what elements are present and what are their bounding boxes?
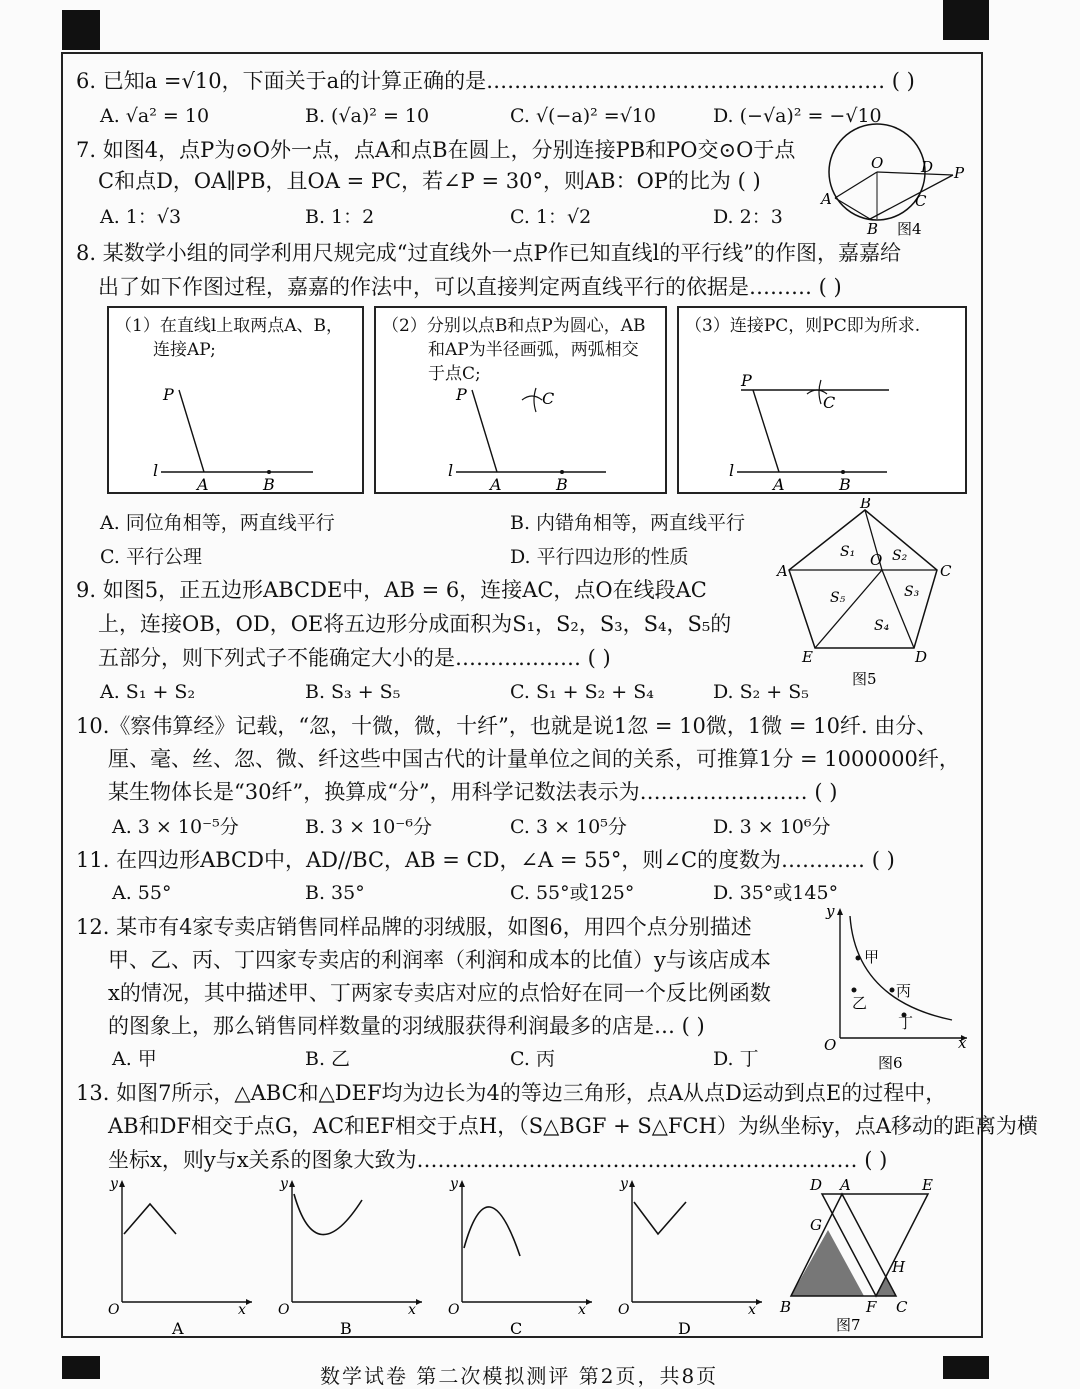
q7-option-a: A. 1：√3 <box>100 206 182 228</box>
q8-option-d: D. 平行四边形的性质 <box>510 546 689 568</box>
q8-step1-text2: 连接AP; <box>153 340 216 360</box>
graph-c-y: y <box>450 1176 458 1192</box>
q8-option-a: A. 同位角相等，两直线平行 <box>100 512 335 534</box>
fig5-label-o: O <box>870 551 883 569</box>
q13-graph-d <box>610 1172 770 1337</box>
q8-step2-figure <box>376 308 665 492</box>
q12-line4: 的图象上，那么销售同样数量的羽绒服获得利润最多的店是… ( ) <box>108 1014 705 1038</box>
q8-step3-figure <box>679 308 965 492</box>
fig4-label-d: D <box>921 158 934 176</box>
q8-option-c: C. 平行公理 <box>100 546 202 568</box>
graph-c-label: C <box>510 1319 523 1337</box>
graph-b-y: y <box>280 1176 288 1192</box>
q9-option-a: A. S₁ + S₂ <box>100 681 196 703</box>
fig7-label-e: E <box>922 1176 933 1194</box>
q6-option-a: A. √a² = 10 <box>100 105 210 127</box>
q8-step1-figure <box>109 308 362 492</box>
step2-label-p: P <box>456 385 467 404</box>
fig7-label-g: G <box>810 1216 822 1234</box>
q10-option-b: B. 3 × 10⁻⁶分 <box>305 816 432 838</box>
fig6-label-yi: 乙 <box>852 994 868 1012</box>
q6-stem: 6. 已知a =√10，下面关于a的计算正确的是………………………………………………… ( ) <box>76 69 915 93</box>
q13-line1: 13. 如图7所示，△ABC和△DEF均为边长为4的等边三角形，点A从点D运动到点E的过程中， <box>76 1081 947 1105</box>
q10-line2: 厘、毫、丝、忽、微、纤这些中国古代的计量单位之间的关系，可推算1分 = 1000000纤， <box>108 747 960 771</box>
step3-label-b: B <box>839 475 851 492</box>
graph-d-y: y <box>620 1176 628 1192</box>
fig6-caption: 图6 <box>878 1054 903 1072</box>
q11-option-d: D. 35°或145° <box>713 882 839 904</box>
graph-d-o: O <box>618 1302 630 1318</box>
q8-step1-box <box>107 306 364 494</box>
graph-b-label: B <box>340 1319 352 1337</box>
fig7-label-b: B <box>780 1298 792 1316</box>
figure-5 <box>772 498 962 693</box>
fig5-label-s1: S₁ <box>840 544 856 560</box>
q13-line2: AB和DF相交于点G，AC和EF相交于点H，（S△BGF + S△FCH）为纵坐标y，点A移动的距离为横 <box>108 1114 1038 1138</box>
fig6-label-ding: 丁 <box>898 1014 914 1032</box>
q12-option-c: C. 丙 <box>510 1048 555 1070</box>
fig5-label-a: A <box>777 562 788 580</box>
fig6-label-jia: 甲 <box>864 948 880 966</box>
registration-mark-bottom-right <box>943 1356 989 1379</box>
figure-4 <box>815 120 975 240</box>
q10-line3: 某生物体长是“30纤”，换算成“分”，用科学记数法表示为…………………… ( ) <box>108 780 838 804</box>
step1-label-l: l <box>153 461 159 480</box>
q12-option-a: A. 甲 <box>112 1048 157 1070</box>
q7-option-d: D. 2：3 <box>713 206 783 228</box>
step3-label-p: P <box>741 371 752 390</box>
q13-line3: 坐标x，则y与x关系的图象大致为……………………………………………………… ( ) <box>108 1148 888 1172</box>
q7-option-c: C. 1：√2 <box>510 206 592 228</box>
q10-option-d: D. 3 × 10⁶分 <box>713 816 831 838</box>
fig6-label-o: O <box>824 1036 837 1054</box>
step2-label-a: A <box>490 475 502 492</box>
q11-option-c: C. 55°或125° <box>510 882 635 904</box>
q9-line3: 五部分，则下列式子不能确定大小的是……………… ( ) <box>98 646 611 670</box>
step3-label-l: l <box>729 461 735 480</box>
q7-line2: C和点D，OA∥PB，且OA = PC，若∠P = 30°，则AB：OP的比为 ( ) <box>98 169 761 193</box>
fig7-label-h: H <box>892 1258 906 1276</box>
q13-graph-b <box>270 1172 430 1337</box>
graph-a-x: x <box>238 1302 246 1318</box>
fig5-label-b: B <box>860 498 872 512</box>
graph-a-o: O <box>108 1302 120 1318</box>
fig6-label-bing: 丙 <box>896 982 912 1000</box>
q12-option-b: B. 乙 <box>305 1048 351 1070</box>
q8-step2-text1: （2）分别以点B和点P为圆心，AB <box>382 316 646 336</box>
q8-line1: 8. 某数学小组的同学利用尺规完成“过直线外一点P作已知直线l的平行线”的作图，嘉嘉给 <box>76 241 902 265</box>
fig4-label-o: O <box>871 154 884 172</box>
q9-line1: 9. 如图5，正五边形ABCDE中，AB = 6，连接AC，点O在线段AC <box>76 578 707 602</box>
q7-option-b: B. 1：2 <box>305 206 375 228</box>
graph-c-x: x <box>578 1302 586 1318</box>
registration-mark-bottom-left <box>62 1356 100 1379</box>
fig6-label-y: y <box>826 902 835 920</box>
fig4-label-c: C <box>915 192 927 210</box>
fig4-caption: 图4 <box>897 220 922 238</box>
q11-stem: 11. 在四边形ABCD中，AD//BC，AB = CD，∠A = 55°，则∠C的度数为………… ( ) <box>76 848 895 872</box>
step2-label-c: C <box>542 389 555 408</box>
fig5-label-e: E <box>802 648 813 666</box>
q11-option-a: A. 55° <box>112 882 172 904</box>
q10-line1: 10.《察伟算经》记载，“忽，十微，微，十纤”，也就是说1忽 = 10微，1微 = 10纤. 由分、 <box>76 714 938 738</box>
page-footer: 数学试卷 第二次模拟测评 第2页，共8页 <box>320 1364 719 1388</box>
q8-option-b: B. 内错角相等，两直线平行 <box>510 512 746 534</box>
q9-option-b: B. S₃ + S₅ <box>305 681 401 703</box>
q9-line2: 上，连接OB，OD，OE将五边形分成面积为S₁，S₂，S₃，S₄，S₅的 <box>98 612 732 636</box>
registration-mark-top-left <box>62 10 100 50</box>
step3-label-c: C <box>823 393 836 412</box>
fig4-label-b: B <box>867 220 879 238</box>
q12-option-d: D. 丁 <box>713 1048 759 1070</box>
fig5-label-s2: S₂ <box>892 548 908 564</box>
q13-graph-c <box>440 1172 600 1337</box>
q8-step2-text3: 于点C; <box>428 364 481 384</box>
fig4-label-p: P <box>954 164 965 182</box>
graph-d-x: x <box>748 1302 756 1318</box>
step2-label-b: B <box>556 475 568 492</box>
fig7-label-f: F <box>866 1298 877 1316</box>
q8-line2: 出了如下作图过程，嘉嘉的作法中，可以直接判定两直线平行的依据是……… ( ) <box>98 275 842 299</box>
q9-option-d: D. S₂ + S₅ <box>713 681 809 703</box>
q7-line1: 7. 如图4，点P为⊙O外一点，点A和点B在圆上，分别连接PB和PO交⊙O于点 <box>76 138 796 162</box>
q6-option-b: B. (√a)² = 10 <box>305 105 430 127</box>
fig5-caption: 图5 <box>852 670 877 688</box>
q12-line2: 甲、乙、丙、丁四家专卖店的利润率（利润和成本的比值）y与该店成本 <box>108 948 771 972</box>
q10-option-a: A. 3 × 10⁻⁵分 <box>112 816 239 838</box>
fig5-label-c: C <box>940 562 952 580</box>
q8-step1-text1: （1）在直线l上取两点A、B， <box>115 316 344 336</box>
graph-a-label: A <box>172 1319 184 1337</box>
figure-7 <box>776 1172 946 1337</box>
fig5-label-s3: S₃ <box>904 584 920 600</box>
q13-graph-a <box>100 1172 260 1337</box>
step1-label-p: P <box>163 385 174 404</box>
fig5-label-d: D <box>915 648 928 666</box>
fig7-label-a: A <box>840 1176 851 1194</box>
step2-label-l: l <box>448 461 454 480</box>
q9-option-c: C. S₁ + S₂ + S₄ <box>510 681 654 703</box>
q6-option-c: C. √(−a)² =√10 <box>510 105 656 127</box>
fig5-label-s5: S₅ <box>830 590 846 606</box>
q6-option-d: D. (−√a)² = −√10 <box>713 105 882 127</box>
q10-option-c: C. 3 × 10⁵分 <box>510 816 627 838</box>
registration-mark-top-right <box>943 0 989 40</box>
q12-line3: x的情况，其中描述甲、丁两家专卖店对应的点恰好在同一个反比例函数 <box>108 981 771 1005</box>
fig5-label-s4: S₄ <box>874 618 890 634</box>
fig6-label-x: x <box>958 1034 967 1052</box>
graph-a-y: y <box>110 1176 118 1192</box>
fig7-label-d: D <box>810 1176 823 1194</box>
step3-label-a: A <box>773 475 785 492</box>
graph-d-label: D <box>678 1319 691 1337</box>
figure-6 <box>812 900 972 1075</box>
q8-step3-box <box>677 306 967 494</box>
fig4-label-a: A <box>821 190 832 208</box>
graph-c-o: O <box>448 1302 460 1318</box>
step1-label-b: B <box>263 475 275 492</box>
graph-b-o: O <box>278 1302 290 1318</box>
q8-step3-text1: （3）连接PC，则PC即为所求. <box>685 316 921 336</box>
graph-b-x: x <box>408 1302 416 1318</box>
q8-step2-box <box>374 306 667 494</box>
fig7-caption: 图7 <box>836 1316 861 1334</box>
step1-label-a: A <box>197 475 209 492</box>
q12-line1: 12. 某市有4家专卖店销售同样品牌的羽绒服，如图6，用四个点分别描述 <box>76 915 752 939</box>
q11-option-b: B. 35° <box>305 882 365 904</box>
fig7-label-c: C <box>896 1298 908 1316</box>
q8-step2-text2: 和AP为半径画弧，两弧相交 <box>428 340 639 360</box>
